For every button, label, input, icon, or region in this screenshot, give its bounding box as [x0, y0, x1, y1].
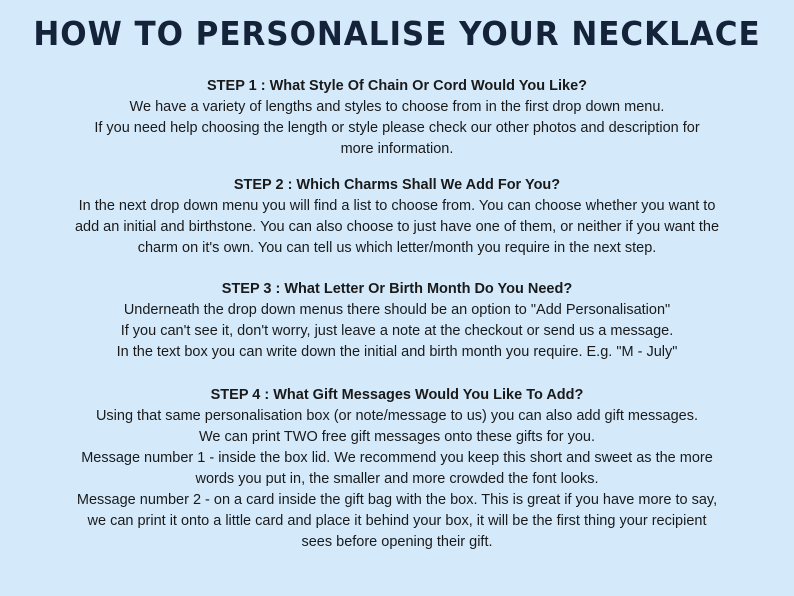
step-3 — [20, 279, 774, 363]
step-2-heading: STEP 2 : Which Charms Shall We Add For You? — [233, 177, 561, 193]
step-4-line: Using that same personalisation box (or note/message to us) you can also add gift messages. — [95, 408, 699, 424]
step-1-heading: STEP 1 : What Style Of Chain Or Cord Would You Like? — [207, 78, 587, 94]
step-4-line: Message number 1 - inside the box lid. We recommend you keep this short and sweet as the more — [81, 450, 713, 466]
step-3-line: If you can't see it, don't worry, just leave a note at the checkout or send us a message. — [120, 323, 674, 339]
step-1-line: more information. — [340, 141, 454, 157]
step-1-line: If you need help choosing the length or style please check our other photos and description for — [94, 120, 700, 136]
step-1-line: We have a variety of lengths and styles to choose from in the first drop down menu. — [129, 99, 665, 115]
step-4 — [20, 385, 774, 553]
step-2 — [20, 175, 774, 259]
step-4-heading: STEP 4 : What Gift Messages Would You Like To Add? — [210, 387, 584, 403]
step-4-line: We can print TWO free gift messages onto these gifts for you. — [199, 429, 595, 445]
step-2-line: In the next drop down menu you will find a list to choose from. You can choose whether you want to — [78, 198, 716, 214]
step-1 — [20, 76, 774, 160]
step-4-line: Message number 2 - on a card inside the gift bag with the box. This is great if you have more to say, — [76, 492, 718, 508]
page-title: HOW TO PERSONALISE YOUR NECKLACE — [33, 14, 761, 53]
step-3-line: In the text box you can write down the initial and birth month you require. E.g. "M - July" — [116, 344, 678, 360]
step-4-line: words you put in, the smaller and more crowded the font looks. — [195, 471, 599, 487]
step-2-line: add an initial and birthstone. You can also choose to just have one of them, or neither if you want the — [74, 219, 720, 235]
step-4-line: we can print it onto a little card and place it behind your box, it will be the first thing your recipient — [87, 513, 707, 529]
step-3-heading: STEP 3 : What Letter Or Birth Month Do You Need? — [221, 281, 573, 297]
step-2-line: charm on it's own. You can tell us which letter/month you require in the next step. — [137, 240, 657, 256]
step-3-line: Underneath the drop down menus there should be an option to "Add Personalisation" — [123, 302, 671, 318]
step-4-line: sees before opening their gift. — [301, 534, 493, 550]
